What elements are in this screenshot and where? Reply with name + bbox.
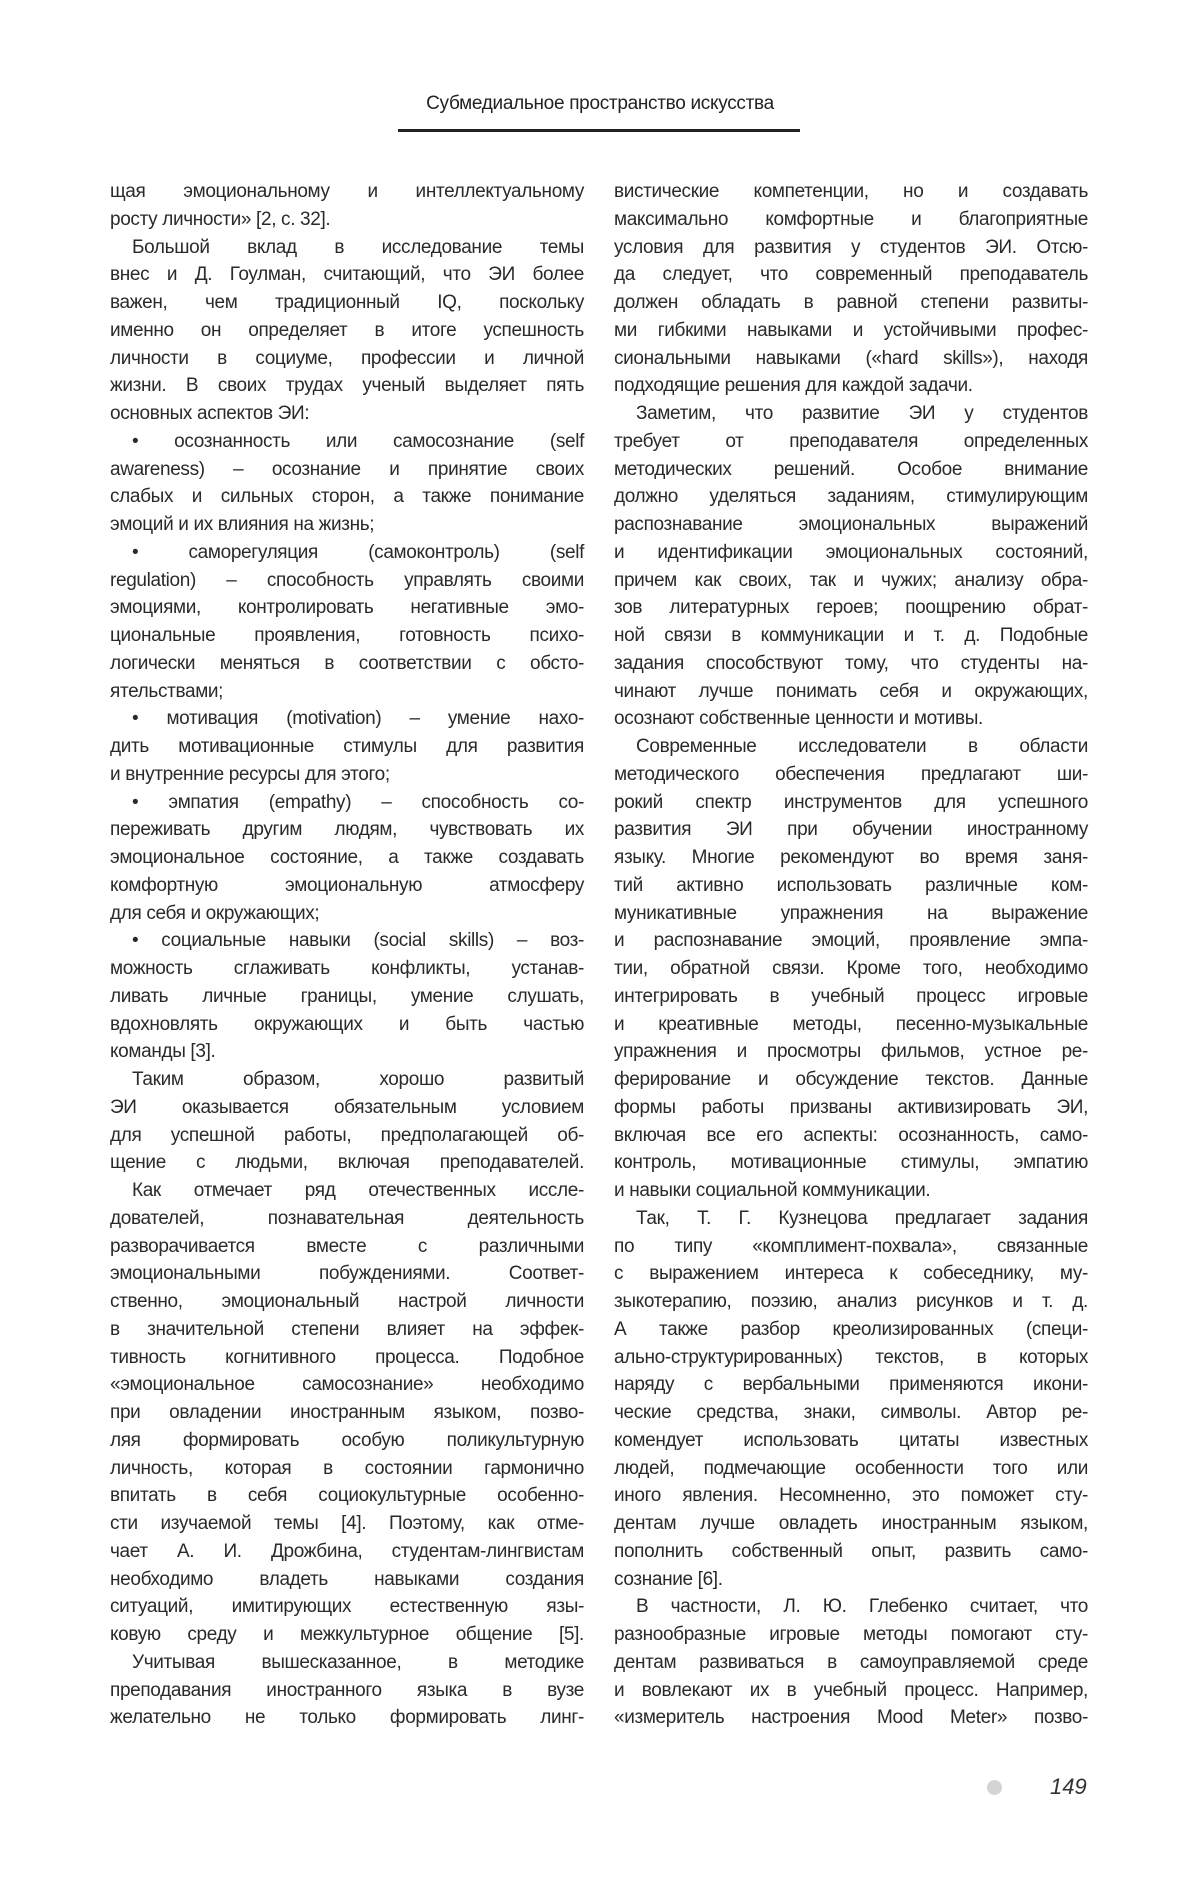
text-line: чает А. И. Дрожбина, студентам-лингвистам (110, 1540, 584, 1562)
text-line: циональные проявления, готовность психо- (110, 625, 584, 646)
header-rule (398, 129, 800, 132)
running-title: Субмедиальное пространство искусства (426, 93, 774, 114)
text-line: дентам развиваться в самоуправляемой среде (614, 1651, 1088, 1673)
text-line: росту личности» [2, с. 32]. (110, 208, 331, 230)
text-line: подходящие решения для каждой задачи. (614, 375, 973, 397)
text-line: Заметим, что развитие ЭИ у студентов (636, 403, 1088, 424)
text-line: тии, обратной связи. Кроме того, необходимо (614, 958, 1088, 979)
text-line: должен обладать в равной степени развиты- (614, 292, 1088, 313)
text-line: чинают лучше понимать себя и окружающих, (614, 680, 1088, 702)
text-line: комендует использовать цитаты известных (614, 1429, 1088, 1451)
text-line: переживать другим людям, чувствовать их (110, 819, 584, 841)
text-line: «измеритель настроения Mood Meter» позво- (614, 1707, 1088, 1729)
text-line: преподавания иностранного языка в вузе (110, 1679, 584, 1701)
text-line: требует от преподавателя определенных (614, 430, 1088, 452)
text-line: наряду с вербальными применяются икони- (614, 1374, 1088, 1396)
text-line: • мотивация (motivation) – умение нахо- (132, 708, 584, 730)
text-line: да следует, что современный преподаватель (614, 264, 1088, 286)
text-line: в значительной степени влияет на эффек- (110, 1318, 584, 1340)
text-line: максимально комфортные и благоприятные (614, 208, 1088, 230)
text-line: основных аспектов ЭИ: (110, 403, 310, 424)
text-line: комфортную эмоциональную атмосферу (110, 874, 584, 896)
text-line: можность сглаживать конфликты, устанав- (110, 958, 584, 979)
text-line: и креативные методы, песенно-музыкальные (614, 1013, 1088, 1035)
text-line: эмоций и их влияния на жизнь; (110, 514, 375, 535)
text-line: вистические компетенции, но и создавать (614, 181, 1088, 202)
text-line: ально-структурированных) текстов, в которых (614, 1346, 1088, 1368)
text-line: тий активно использовать различные ком- (614, 874, 1088, 896)
left-column (110, 178, 584, 1732)
text-line: «эмоциональное самосознание» необходимо (110, 1374, 584, 1396)
text-line: именно он определяет в итоге успешность (110, 319, 584, 341)
text-line: разнообразные игровые методы помогают сту- (614, 1624, 1088, 1645)
text-line: ляя формировать особую поликультурную (110, 1429, 584, 1451)
text-line: важен, чем традиционный IQ, поскольку (110, 292, 584, 313)
text-line: эмоциональными побуждениями. Соответ- (110, 1263, 584, 1285)
text-line: методического обеспечения предлагают ши- (614, 763, 1088, 785)
text-line: внес и Д. Гоулман, считающий, что ЭИ более (110, 264, 584, 286)
text-line: развития ЭИ при обучении иностранному (614, 819, 1088, 841)
text-line: слабых и сильных сторон, а также понимание (110, 486, 584, 508)
text-line: включая все его аспекты: осознанность, само- (614, 1124, 1088, 1146)
text-line: • осознанность или самосознание (self (132, 430, 584, 452)
text-line: ситуаций, имитирующих естественную язы- (110, 1596, 584, 1618)
text-line: впитать в себя социокультурные особенно- (110, 1485, 584, 1507)
text-line: Учитывая вышесказанное, в методике (132, 1651, 584, 1673)
text-line: сиональными навыками («hard skills»), находя (614, 347, 1088, 369)
text-line: разворачивается вместе с различными (110, 1235, 584, 1257)
text-line: дователей, познавательная деятельность (110, 1207, 584, 1229)
text-line: дить мотивационные стимулы для развития (110, 736, 584, 757)
text-line: осознают собственные ценности и мотивы. (614, 708, 983, 730)
text-line: упражнения и просмотры фильмов, устное ре- (614, 1041, 1088, 1063)
text-line: распознавание эмоциональных выражений (614, 514, 1088, 535)
text-line: иного явления. Несомненно, это поможет сту- (614, 1485, 1088, 1507)
text-line: и распознавание эмоций, проявление эмпа- (614, 930, 1088, 952)
text-line: эмоциональное состояние, а также создавать (110, 847, 584, 868)
text-line: ной связи в коммуникации и т. д. Подобные (614, 625, 1088, 646)
text-line: личность, которая в состоянии гармонично (110, 1457, 584, 1479)
text-line: и внутренние ресурсы для этого; (110, 763, 390, 785)
text-line: regulation) – способность управлять своими (110, 569, 584, 591)
text-line: и навыки социальной коммуникации. (614, 1180, 931, 1201)
page-marker-dot (987, 1780, 1002, 1795)
text-line: рокий спектр инструментов для успешного (614, 791, 1088, 813)
text-line: необходимо владеть навыками создания (110, 1568, 584, 1590)
text-line: должно уделяться заданиям, стимулирующим (614, 486, 1088, 508)
text-line: и идентификации эмоциональных состояний, (614, 541, 1088, 563)
text-line: логически меняться в соответствии с обсто- (110, 652, 584, 674)
text-line: контроль, мотивационные стимулы, эмпатию (614, 1152, 1088, 1174)
text-line: желательно не только формировать линг- (110, 1707, 584, 1729)
text-line: вдохновлять окружающих и быть частью (110, 1013, 584, 1035)
text-line: зов литературных героев; поощрению обрат- (614, 597, 1088, 619)
text-line: задания способствуют тому, что студенты на- (614, 652, 1088, 674)
text-line: эмоциями, контролировать негативные эмо- (110, 597, 584, 619)
text-line: сознание [6]. (614, 1568, 723, 1590)
text-line: тивность когнитивного процесса. Подобное (110, 1346, 584, 1368)
text-line: Как отмечает ряд отечественных иссле- (132, 1180, 584, 1201)
right-column (614, 178, 1088, 1732)
text-line: ливать личные границы, умение слушать, (110, 985, 584, 1007)
text-line: щая эмоциональному и интеллектуальному (110, 181, 584, 202)
text-line: Таким образом, хорошо развитый (132, 1069, 584, 1090)
text-line: языку. Многие рекомендуют во время заня- (614, 847, 1088, 868)
text-line: А также разбор креолизированных (специ- (614, 1318, 1088, 1340)
text-line: Современные исследователи в области (636, 736, 1088, 757)
text-line: по типу «комплимент-похвала», связанные (614, 1235, 1088, 1257)
text-line: и вовлекают их в учебный процесс. Например, (614, 1679, 1088, 1701)
text-line: • социальные навыки (social skills) – воз- (132, 930, 584, 952)
text-line: формы работы призваны активизировать ЭИ, (614, 1096, 1088, 1118)
text-line: • саморегуляция (самоконтроль) (self (132, 541, 584, 563)
text-line: причем как своих, так и чужих; анализу обра- (614, 569, 1088, 591)
text-line: для себя и окружающих; (110, 902, 320, 924)
text-line: команды [3]. (110, 1041, 216, 1063)
text-line: ферирование и обсуждение текстов. Данные (614, 1069, 1088, 1090)
text-line: для успешной работы, предполагающей об- (110, 1124, 584, 1146)
text-line: • эмпатия (empathy) – способность со- (132, 791, 584, 813)
text-line: сти изучаемой темы [4]. Поэтому, как отме- (110, 1513, 584, 1534)
text-line: с выражением интереса к собеседнику, му- (614, 1263, 1088, 1285)
text-line: Так, Т. Г. Кузнецова предлагает задания (636, 1207, 1088, 1229)
text-line: дентам лучше овладеть иностранным языком, (614, 1513, 1088, 1534)
text-line: ственно, эмоциональный настрой личности (110, 1291, 584, 1312)
text-line: методических решений. Особое внимание (614, 458, 1088, 480)
text-line: ми гибкими навыками и устойчивыми профес- (614, 319, 1088, 341)
text-line: щение с людьми, включая преподавателей. (110, 1152, 584, 1174)
text-line: жизни. В своих трудах ученый выделяет пять (110, 375, 584, 397)
text-line: Большой вклад в исследование темы (132, 236, 584, 258)
text-line: ческие средства, знаки, символы. Автор ре- (614, 1402, 1088, 1423)
text-line: ятельствами; (110, 680, 224, 702)
text-line: зыкотерапию, поэзию, анализ рисунков и т. д. (614, 1291, 1088, 1312)
text-line: при овладении иностранным языком, позво- (110, 1402, 584, 1423)
page-number: 149 (1050, 1774, 1087, 1799)
text-line: условия для развития у студентов ЭИ. Отсю- (614, 236, 1088, 258)
text-line: ковую среду и межкультурное общение [5]. (110, 1624, 584, 1645)
text-line: В частности, Л. Ю. Глебенко считает, что (636, 1596, 1088, 1618)
text-line: awareness) – осознание и принятие своих (110, 458, 584, 480)
text-line: муникативные упражнения на выражение (614, 902, 1088, 924)
text-line: ЭИ оказывается обязательным условием (110, 1096, 584, 1118)
text-line: людей, подмечающие особенности того или (614, 1457, 1088, 1479)
text-line: личности в социуме, профессии и личной (110, 347, 584, 369)
text-line: интегрировать в учебный процесс игровые (614, 985, 1088, 1007)
text-line: пополнить собственный опыт, развить само- (614, 1540, 1088, 1562)
